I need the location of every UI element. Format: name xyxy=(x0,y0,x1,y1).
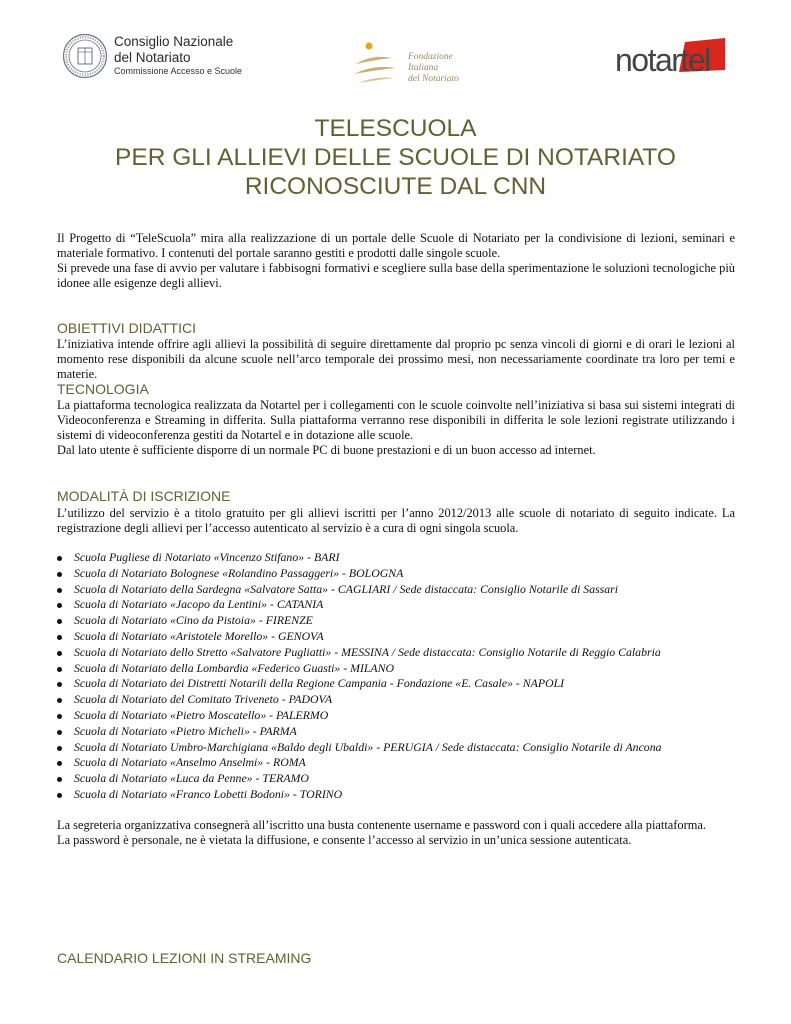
school-name: Scuola di Notariato Bolognese «Rolandino Passaggeri» - BOLOGNA xyxy=(74,565,404,580)
title-line3: RICONOSCIUTE DAL CNN xyxy=(244,173,547,200)
segreteria-section xyxy=(57,818,735,848)
list-item xyxy=(57,771,757,787)
bullet-icon xyxy=(57,556,62,561)
cnn-commission-line: Commissione Accesso e Scuole xyxy=(114,66,243,76)
school-name: Scuola di Notariato Umbro-Marchigiana «Baldo degli Ubaldi» - PERUGIA / Sede distaccata: Consiglio Notarile di Ancona xyxy=(74,739,662,754)
title-line2: PER GLI ALLIEVI DELLE SCUOLE DI NOTARIATO xyxy=(115,144,676,171)
heading-obiettivi: OBIETTIVI DIDATTICI xyxy=(57,320,196,336)
list-item xyxy=(57,566,757,582)
heading-calendario: CALENDARIO LEZIONI IN STREAMING xyxy=(57,950,312,966)
intro-paragraph-2: Si prevede una fase di avvio per valutare i fabbisogni formativi e scegliere sulla base della sperimentazione le soluzioni tecnologiche più idonee alle esigenze degli allievi. xyxy=(57,261,735,290)
notartel-logo xyxy=(615,38,731,78)
bullet-icon xyxy=(57,588,62,593)
list-item xyxy=(57,629,757,645)
list-item xyxy=(57,676,757,692)
cnn-seal-icon xyxy=(62,33,108,79)
obiettivi-paragraph: L’iniziativa intende offrire agli allievi la possibilità di seguire direttamente dal proprio pc senza vincoli di giorni e di orari le lezioni al momento rese disponibili da alcune scuole nell’arco temporale dei prossimo mesi, non necessariamente coordinate tra loro per temi e materie. xyxy=(57,337,735,381)
bullet-icon xyxy=(57,746,62,751)
fondazione-line3: del Notariato xyxy=(408,74,459,84)
list-item xyxy=(57,645,757,661)
school-name: Scuola di Notariato della Sardegna «Salvatore Satta» - CAGLIARI / Sede distaccata: Consiglio Notarile di Sassari xyxy=(74,581,619,596)
school-name: Scuola di Notariato «Pietro Moscatello» - PALERMO xyxy=(74,707,329,722)
fondazione-line2: Italiana xyxy=(408,63,439,73)
school-name: Scuola di Notariato «Jacopo da Lentini» - CATANIA xyxy=(74,597,324,612)
bullet-icon xyxy=(57,572,62,577)
school-name: Scuola di Notariato «Aristotele Morello» - GENOVA xyxy=(74,628,324,643)
cnn-name-line2: del Notariato xyxy=(114,50,191,65)
tecnologia-paragraph-2: Dal lato utente è sufficiente disporre di un normale PC di buone prestazioni e di un buon accesso ad internet. xyxy=(57,443,596,457)
title-line1: TELESCUOLA xyxy=(314,115,477,142)
heading-modalita: MODALITÀ DI ISCRIZIONE xyxy=(57,488,231,504)
school-name: Scuola di Notariato «Anselmo Anselmi» - ROMA xyxy=(74,755,306,770)
school-name: Scuola di Notariato dei Distretti Notarili della Regione Campania - Fondazione «E. Casale» - NAPOLI xyxy=(74,676,565,691)
intro-section xyxy=(57,231,735,291)
bullet-icon xyxy=(57,793,62,798)
bullet-icon xyxy=(57,761,62,766)
intro-paragraph-1: Il Progetto di “TeleScuola” mira alla realizzazione di un portale delle Scuole di Notariato per la condivisione di lezioni, seminari e materiale formativo. I contenuti del portale saranno gestiti e prodotti dalle singole scuole. xyxy=(57,231,735,260)
fondazione-mark-icon xyxy=(352,40,400,86)
segreteria-paragraph-2: La password è personale, ne è vietata la diffusione, e consente l’accesso al servizio in un’unica sessione autenticata. xyxy=(57,833,632,847)
list-item xyxy=(57,550,757,566)
modalita-paragraph: L’utilizzo del servizio è a titolo gratuito per gli allievi iscritti per l’anno 2012/2013 alle scuole di notariato di seguito indicate. La registrazione degli allievi per l’accesso autenticato al servizio è a cura di ogni singola scuola. xyxy=(57,506,735,535)
segreteria-paragraph-1: La segreteria organizzativa consegnerà all’iscritto una busta contenente username e password con i quali accedere alla piattaforma. xyxy=(57,818,706,832)
list-item xyxy=(57,787,757,803)
school-name: Scuola di Notariato del Comitato Triveneto - PADOVA xyxy=(74,692,333,707)
fondazione-line1: Fondazione xyxy=(408,52,453,62)
heading-tecnologia: TECNOLOGIA xyxy=(57,381,149,397)
tecnologia-paragraph-1: La piattaforma tecnologica realizzata da Notartel per i collegamenti con le scuole coinvolte nell’iniziativa si basa sui sistemi integrati di Videoconferenza e Streaming in differita. Sulla piattaforma verranno rese disponibili in differita le sole lezioni registrate utilizzando i sistemi di videoconferenza gestiti da Notartel e in dotazione alle scuole. xyxy=(57,398,735,442)
bullet-icon xyxy=(57,603,62,608)
list-item xyxy=(57,692,757,708)
cnn-logo xyxy=(62,33,272,85)
school-name: Scuola di Notariato «Franco Lobetti Bodoni» - TORINO xyxy=(74,786,343,801)
list-item xyxy=(57,755,757,771)
bullet-icon xyxy=(57,730,62,735)
bullet-icon xyxy=(57,714,62,719)
bullet-icon xyxy=(57,777,62,782)
school-name: Scuola di Notariato «Cino da Pistoia» - FIRENZE xyxy=(74,613,313,628)
bullet-icon xyxy=(57,635,62,640)
schools-list xyxy=(57,550,757,803)
list-item xyxy=(57,613,757,629)
school-name: Scuola di Notariato «Luca da Penne» - TERAMO xyxy=(74,771,309,786)
bullet-icon xyxy=(57,682,62,687)
school-name: Scuola Pugliese di Notariato «Vincenzo Stifano» - BARI xyxy=(74,550,340,564)
fondazione-logo xyxy=(352,40,482,90)
cnn-name-line1: Consiglio Nazionale xyxy=(114,34,234,49)
bullet-icon xyxy=(57,698,62,703)
list-item xyxy=(57,724,757,740)
tecnologia-section xyxy=(57,398,735,458)
school-name: Scuola di Notariato «Pietro Micheli» - PARMA xyxy=(74,723,297,738)
list-item xyxy=(57,597,757,613)
bullet-icon xyxy=(57,619,62,624)
notartel-wordmark: notartel xyxy=(615,42,710,78)
list-item xyxy=(57,661,757,677)
bullet-icon xyxy=(57,667,62,672)
page-title xyxy=(0,114,791,201)
school-name: Scuola di Notariato della Lombardia «Federico Guasti» - MILANO xyxy=(74,660,395,675)
bullet-icon xyxy=(57,651,62,656)
list-item xyxy=(57,708,757,724)
school-name: Scuola di Notariato dello Stretto «Salvatore Pugliatti» - MESSINA / Sede distaccata: Consiglio Notarile di Reggio Calabria xyxy=(74,644,661,659)
list-item xyxy=(57,740,757,756)
list-item xyxy=(57,582,757,598)
